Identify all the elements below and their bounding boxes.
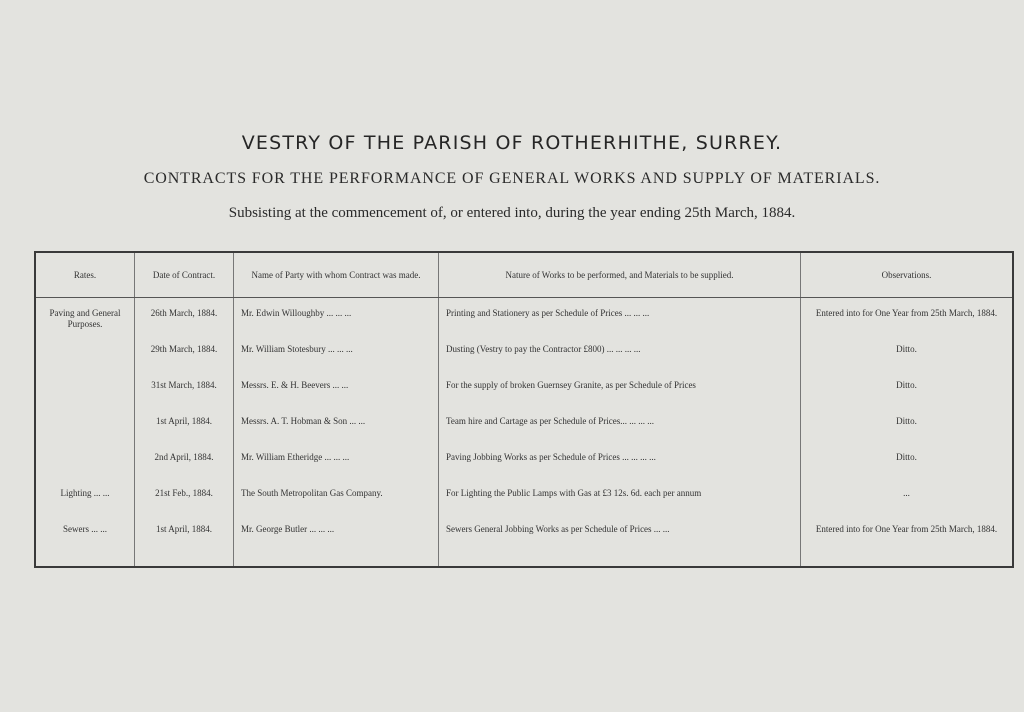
column-header-nature: Nature of Works to be performed, and Materials to be supplied. (439, 252, 801, 298)
cell-party: Mr. William Etheridge ... ... ... (234, 448, 439, 484)
contracts-table (34, 251, 1014, 568)
cell-observations: Ditto. (896, 416, 917, 426)
table-row (35, 448, 1013, 484)
cell-observations: ... (903, 488, 910, 498)
cell-rate (35, 376, 135, 412)
cell-party: Mr. Edwin Willoughby ... ... ... (234, 298, 439, 341)
cell-rate (35, 340, 135, 376)
cell-nature: Printing and Stationery as per Schedule of Prices ... ... ... (439, 298, 801, 341)
cell-nature: For Lighting the Public Lamps with Gas at £3 12s. 6d. each per annum (439, 484, 801, 520)
cell-date: 1st April, 1884. (135, 520, 234, 567)
table-row (35, 298, 1013, 341)
cell-date: 31st March, 1884. (135, 376, 234, 412)
cell-date: 21st Feb., 1884. (135, 484, 234, 520)
page-subheading: Subsisting at the commencement of, or entered into, during the year ending 25th March, 1884. (228, 205, 796, 221)
table-row (35, 376, 1013, 412)
cell-date: 1st April, 1884. (135, 412, 234, 448)
page-title: VESTRY OF THE PARISH OF ROTHERHITHE, SURREY. (241, 132, 783, 154)
cell-observations: Ditto. (896, 452, 917, 462)
cell-nature: Dusting (Vestry to pay the Contractor £800) ... ... ... ... (439, 340, 801, 376)
cell-observations: Ditto. (896, 344, 917, 354)
table-row (35, 484, 1013, 520)
cell-rate (35, 412, 135, 448)
cell-date: 26th March, 1884. (135, 298, 234, 341)
cell-rate (35, 448, 135, 484)
column-header-observations: Observations. (801, 252, 1014, 298)
cell-party: Messrs. E. & H. Beevers ... ... (234, 376, 439, 412)
cell-date: 29th March, 1884. (135, 340, 234, 376)
cell-party: Mr. William Stotesbury ... ... ... (234, 340, 439, 376)
cell-nature: For the supply of broken Guernsey Granite, as per Schedule of Prices (439, 376, 801, 412)
column-header-party: Name of Party with whom Contract was made. (234, 252, 439, 298)
cell-date: 2nd April, 1884. (135, 448, 234, 484)
cell-nature: Team hire and Cartage as per Schedule of Prices... ... ... ... (439, 412, 801, 448)
column-header-date: Date of Contract. (135, 252, 234, 298)
cell-party: Mr. George Butler ... ... ... (234, 520, 439, 567)
table-row (35, 340, 1013, 376)
cell-observations: Entered into for One Year from 25th March, 1884. (815, 308, 998, 318)
column-header-rates: Rates. (35, 252, 135, 298)
cell-rate: Sewers ... ... (35, 520, 135, 567)
table-header-row (35, 252, 1013, 298)
cell-observations: Entered into for One Year from 25th March, 1884. (815, 524, 998, 534)
cell-party: The South Metropolitan Gas Company. (234, 484, 439, 520)
cell-party: Messrs. A. T. Hobman & Son ... ... (234, 412, 439, 448)
cell-observations: Ditto. (896, 380, 917, 390)
cell-rate: Paving and General Purposes. (35, 298, 135, 341)
cell-rate: Lighting ... ... (35, 484, 135, 520)
cell-nature: Paving Jobbing Works as per Schedule of Prices ... ... ... ... (439, 448, 801, 484)
table-row (35, 412, 1013, 448)
cell-nature: Sewers General Jobbing Works as per Schedule of Prices ... ... (439, 520, 801, 567)
page-subtitle: CONTRACTS FOR THE PERFORMANCE OF GENERAL WORKS AND SUPPLY OF MATERIALS. (143, 170, 881, 187)
table-row (35, 520, 1013, 567)
